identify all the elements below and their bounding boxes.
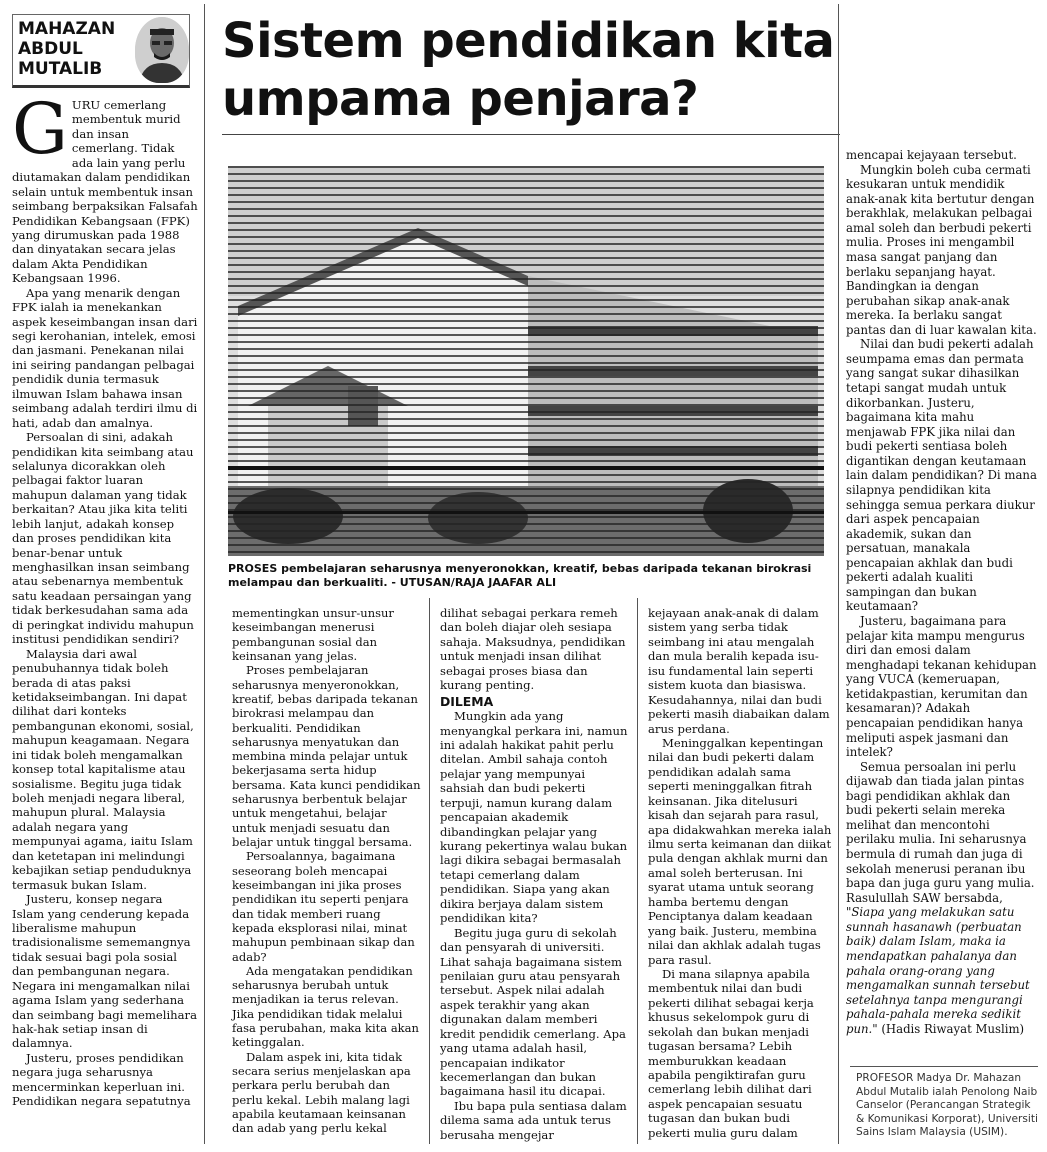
paragraph: Meninggalkan kepentingan nilai dan budi pekerti dalam pendidikan adalah sama seperti meninggalkan fitrah keinsanan. Jika ditelusuri kisah dan sejarah para rasul, apa didakwahkan mereka ialah ilmu serta keimanan dan diikat pula dengan akhlak murni dan amal soleh berterusan. Ini syarat utama untuk seorang hamba bertemu dengan Penciptanya dalam keadaan yang baik. Justeru, membina nilai dan akhlak adalah tugas para rasul. [648, 735, 832, 967]
column-rule-2 [838, 4, 839, 1144]
bio-rule [850, 1066, 1038, 1067]
paragraph: Justeru, bagaimana para pelajar kita mampu mengurus diri dan emosi dalam menghadapi tekanan kehidupan yang VUCA (kemeruapan, ketidakpastian, kerumitan dan kesamaran)? Adakah pencapaian pendidikan hanya meliputi aspek jasmani dan intelek? [846, 614, 1037, 760]
author-avatar [135, 17, 189, 83]
paragraph: Mungkin boleh cuba cermati kesukaran untuk mendidik anak-anak kita bertutur dengan berakhlak, melakukan pelbagai amal soleh dan berbudi pekerti mulia. Proses ini mengambil masa sangat panjang dan berlaku sepanjang hayat. Bandingkan ia dengan perubahan sikap anak-anak mereka. Ia berlaku sangat pantas dan di luar kawalan kita. [846, 162, 1037, 337]
hadith-source: (Hadis Riwayat Muslim) [877, 1021, 1025, 1036]
dropcap: G [12, 88, 68, 170]
author-portrait-icon [135, 17, 189, 83]
caption-lead: PROSES [228, 562, 278, 575]
paragraph: Nilai dan budi pekerti adalah seumpama emas dan permata yang sangat sukar dihasilkan tetapi sangat mudah untuk dikorbankan. Justeru, bagaimana kita mahu menjawab FPK jika nilai dan budi pekerti sentiasa boleh digantikan dengan keutamaan lain dalam pendidikan? Di mana silapnya pendidikan kita sehingga semua perkara diukur dari aspek pencapaian akademik, sukan dan persatuan, manakala pencapaian akhlak dan budi pekerti adalah kualiti sampingan dan bukan keutamaan? [846, 337, 1037, 614]
article-column-5 [846, 148, 1038, 1036]
paragraph: Dalam aspek ini, kita tidak secara serius menjelaskan apa perkara perlu berubah dan perlu kekal. Lebih malang lagi apabila keutamaan keinsanan dan adab yang perlu kekal [232, 1049, 411, 1136]
headline: Sistem pendidikan kita umpama penjara? [222, 13, 835, 127]
school-building-photo [228, 166, 824, 556]
paragraph: Justeru, konsep negara Islam yang cenderung kepada liberalisme mahupun tradisionalisme sememangnya tidak sesuai bagi pola sosial dan pembangunan negara. Negara ini mengamalkan nilai agama Islam yang sederhana dan seimbang bagi memelihara hak-hak setiap insan di dalamnya. [12, 892, 198, 1051]
caption-text: pembelajaran seharusnya menyeronokkan, kreatif, bebas daripada tekanan birokrasi melampau dan berkualiti. - UTUSAN/RAJA JAAFAR ALI [228, 562, 812, 589]
author-bio: PROFESOR Madya Dr. Mahazan Abdul Mutalib ialah Penolong Naib Canselor (Perancangan Strategik & Komunikasi Korporat), Universiti Sains Islam Malaysia (USIM). [856, 1072, 1038, 1138]
paragraph: mencapai kejayaan tersebut. [846, 148, 1017, 162]
column-rule-3 [429, 598, 430, 1144]
paragraph: Mungkin ada yang menyangkal perkara ini, namun ini adalah hakikat pahit perlu ditelan. Ambil sahaja contoh pelajar yang mempunyai sahsiah dan budi pekerti terpuji, namun kurang dalam pencapaian akademik dibandingkan pelajar yang kurang pekertinya walau bukan lagi dikira sebagai bermasalah tetapi cemerlang dalam pendidikan. Siapa yang akan dikira berjaya dalam sistem pendidikan kita? [440, 709, 628, 926]
headline-rule [222, 134, 840, 135]
paragraph: Ada mengatakan pendidikan seharusnya berubah untuk menjadikan ia terus relevan. Jika pendidikan tidak melalui fasa perubahan, maka kita akan ketinggalan. [232, 963, 419, 1050]
author-name: MAHAZAN ABDUL MUTALIB [18, 19, 116, 79]
article-column-4 [648, 606, 832, 1140]
paragraph: Begitu juga guru di sekolah dan pensyarah di universiti. Lihat sahaja bagaimana sistem penilaian guru atau pensyarah tersebut. Aspek nilai adalah aspek terakhir yang akan digunakan dalam memberi kredit pendidik cemerlang. Apa yang utama adalah hasil, pencapaian indikator kecemerlangan dan bukan bagaimana hasil itu dicapai. [440, 925, 626, 1099]
school-building-icon [228, 166, 824, 556]
paragraph: Malaysia dari awal penubuhannya tidak boleh berada di atas paksi ketidakseimbangan. Ini dapat dilihat dari konteks pembangunan ekonomi, sosial, mahupun keagamaan. Negara ini tidak boleh mengamalkan konsep total kapitalisme atau sosialisme. Begitu juga tidak boleh menjadi negara liberal, mahupun plural. Malaysia adalah negara yang mempunyai agama, iaitu Islam dan ketetapan ini melindungi kebajikan setiap penduduknya termasuk bukan Islam. [12, 646, 194, 892]
paragraph: Proses pembelajaran seharusnya menyeronokkan, kreatif, bebas daripada tekanan birokrasi melampau dan berkualiti. Pendidikan seharusnya menyatukan dan membina minda pelajar untuk bekerjasama serta hidup bersama. Kata kunci pendidikan seharusnya berbentuk belajar untuk mengetahui, belajar untuk menjadi sesuatu dan belajar untuk tinggal bersama. [232, 663, 421, 849]
article-column-1 [12, 88, 198, 1109]
photo-caption [228, 562, 824, 590]
paragraph: Ibu bapa pula sentiasa dalam dilema sama ada untuk terus berusaha mengejar [440, 1098, 627, 1142]
article-column-2 [232, 606, 422, 1136]
paragraph: Persoalannya, bagaimana seseorang boleh mencapai keseimbangan ini jika proses pendidikan itu seperti penjara dan tidak memberi ruang kepada eksplorasi nilai, minat mahupun pembinaan sikap dan adab? [232, 849, 415, 964]
paragraph: dilihat sebagai perkara remeh dan boleh diajar oleh sesiapa sahaja. Maksudnya, pendidikan untuk menjadi insan dilihat sebagai proses biasa dan kurang penting. [440, 606, 626, 693]
column-rule-4 [637, 598, 638, 1144]
hadith-quote: "Siapa yang melakukan satu sunnah hasanawh (perbuatan baik) dalam Islam, maka ia mendapatkan pahalanya dan pahala orang-orang yang mengamalkan sunnah tersebut setelahnya tanpa mengurangi pahala-pahala mereka sedikit pun." [846, 905, 1030, 1036]
column-rule-1 [204, 4, 205, 1144]
paragraph: Justeru, proses pendidikan negara juga seharusnya mencerminkan keperluan ini. Pendidikan negara sepatutnya [12, 1050, 191, 1109]
article-column-3 [440, 606, 630, 1142]
byline-box [12, 14, 190, 88]
paragraph: mementingkan unsur-unsur keseimbangan menerusi pembangunan sosial dan keinsanan yang jelas. [232, 606, 394, 663]
paragraph: Di mana silapnya apabila membentuk nilai dan budi pekerti dilihat sebagai kerja khusus sekelompok guru di sekolah dan bukan menjadi tugasan bersama? Lebih memburukkan keadaan apabila pengiktirafan guru cemerlang lebih dilihat dari aspek pencapaian sesuatu tugasan dan bukan budi pekerti mulia guru dalam [648, 966, 814, 1140]
paragraph: Semua persoalan ini perlu dijawab dan tiada jalan pintas bagi pendidikan akhlak dan budi pekerti selain mereka melihat dan mencontohi perilaku mulia. Ini seharusnya bermula di rumah dan juga di sekolah menerusi peranan ibu bapa dan juga guru yang mulia. Rasulullah SAW bersabda, "Siapa yang melakukan satu sunnah hasanawh (perbuatan baik) dalam Islam, maka ia mendapatkan pahalanya dan pahala orang-orang yang mengamalkan sunnah tersebut setelahnya tanpa mengurangi pahala-pahala mereka sedikit pun." (Hadis Riwayat Muslim) [846, 759, 1035, 1036]
section-heading: DILEMA [440, 693, 494, 709]
paragraph: GURU cemerlang membentuk murid dan insan cemerlang. Tidak ada lain yang perlu diutamakan dalam pendidikan selain untuk membentuk insan seimbang berpaksikan Falsafah Pendidikan Kebangsaan (FPK) yang dirumuskan pada 1988 dan dinyatakan secara jelas dalam Akta Pendidikan Kebangsaan 1996. [12, 88, 198, 286]
paragraph: Apa yang menarik dengan FPK ialah ia menekankan aspek keseimbangan insan dari segi kerohanian, intelek, emosi dan jasmani. Penekanan nilai ini seiring pandangan pelbagai pendidik dunia termasuk ilmuwan Islam bahawa insan seimbang adalah terdiri ilmu di hati, adab dan amalnya. [12, 285, 198, 430]
paragraph: Persoalan di sini, adakah pendidikan kita seimbang atau selalunya dicorakkan oleh pelbagai faktor luaran mahupun dalaman yang tidak berkaitan? Atau jika kita teliti lebih lanjut, adakah konsep dan proses pendidikan kita benar-benar untuk menghasilkan insan seimbang atau sebenarnya membentuk satu keadaan persaingan yang tidak berkesudahan sama ada di peringkat individu mahupun institusi pendidikan sendiri? [12, 430, 194, 647]
paragraph: kejayaan anak-anak di dalam sistem yang serba tidak seimbang ini atau mengalah dan mula beralih kepada isu-isu fundamental lain seperti sistem kuota dan biasiswa. Kesudahannya, nilai dan budi pekerti masih diabaikan dalam arus perdana. [648, 606, 830, 736]
